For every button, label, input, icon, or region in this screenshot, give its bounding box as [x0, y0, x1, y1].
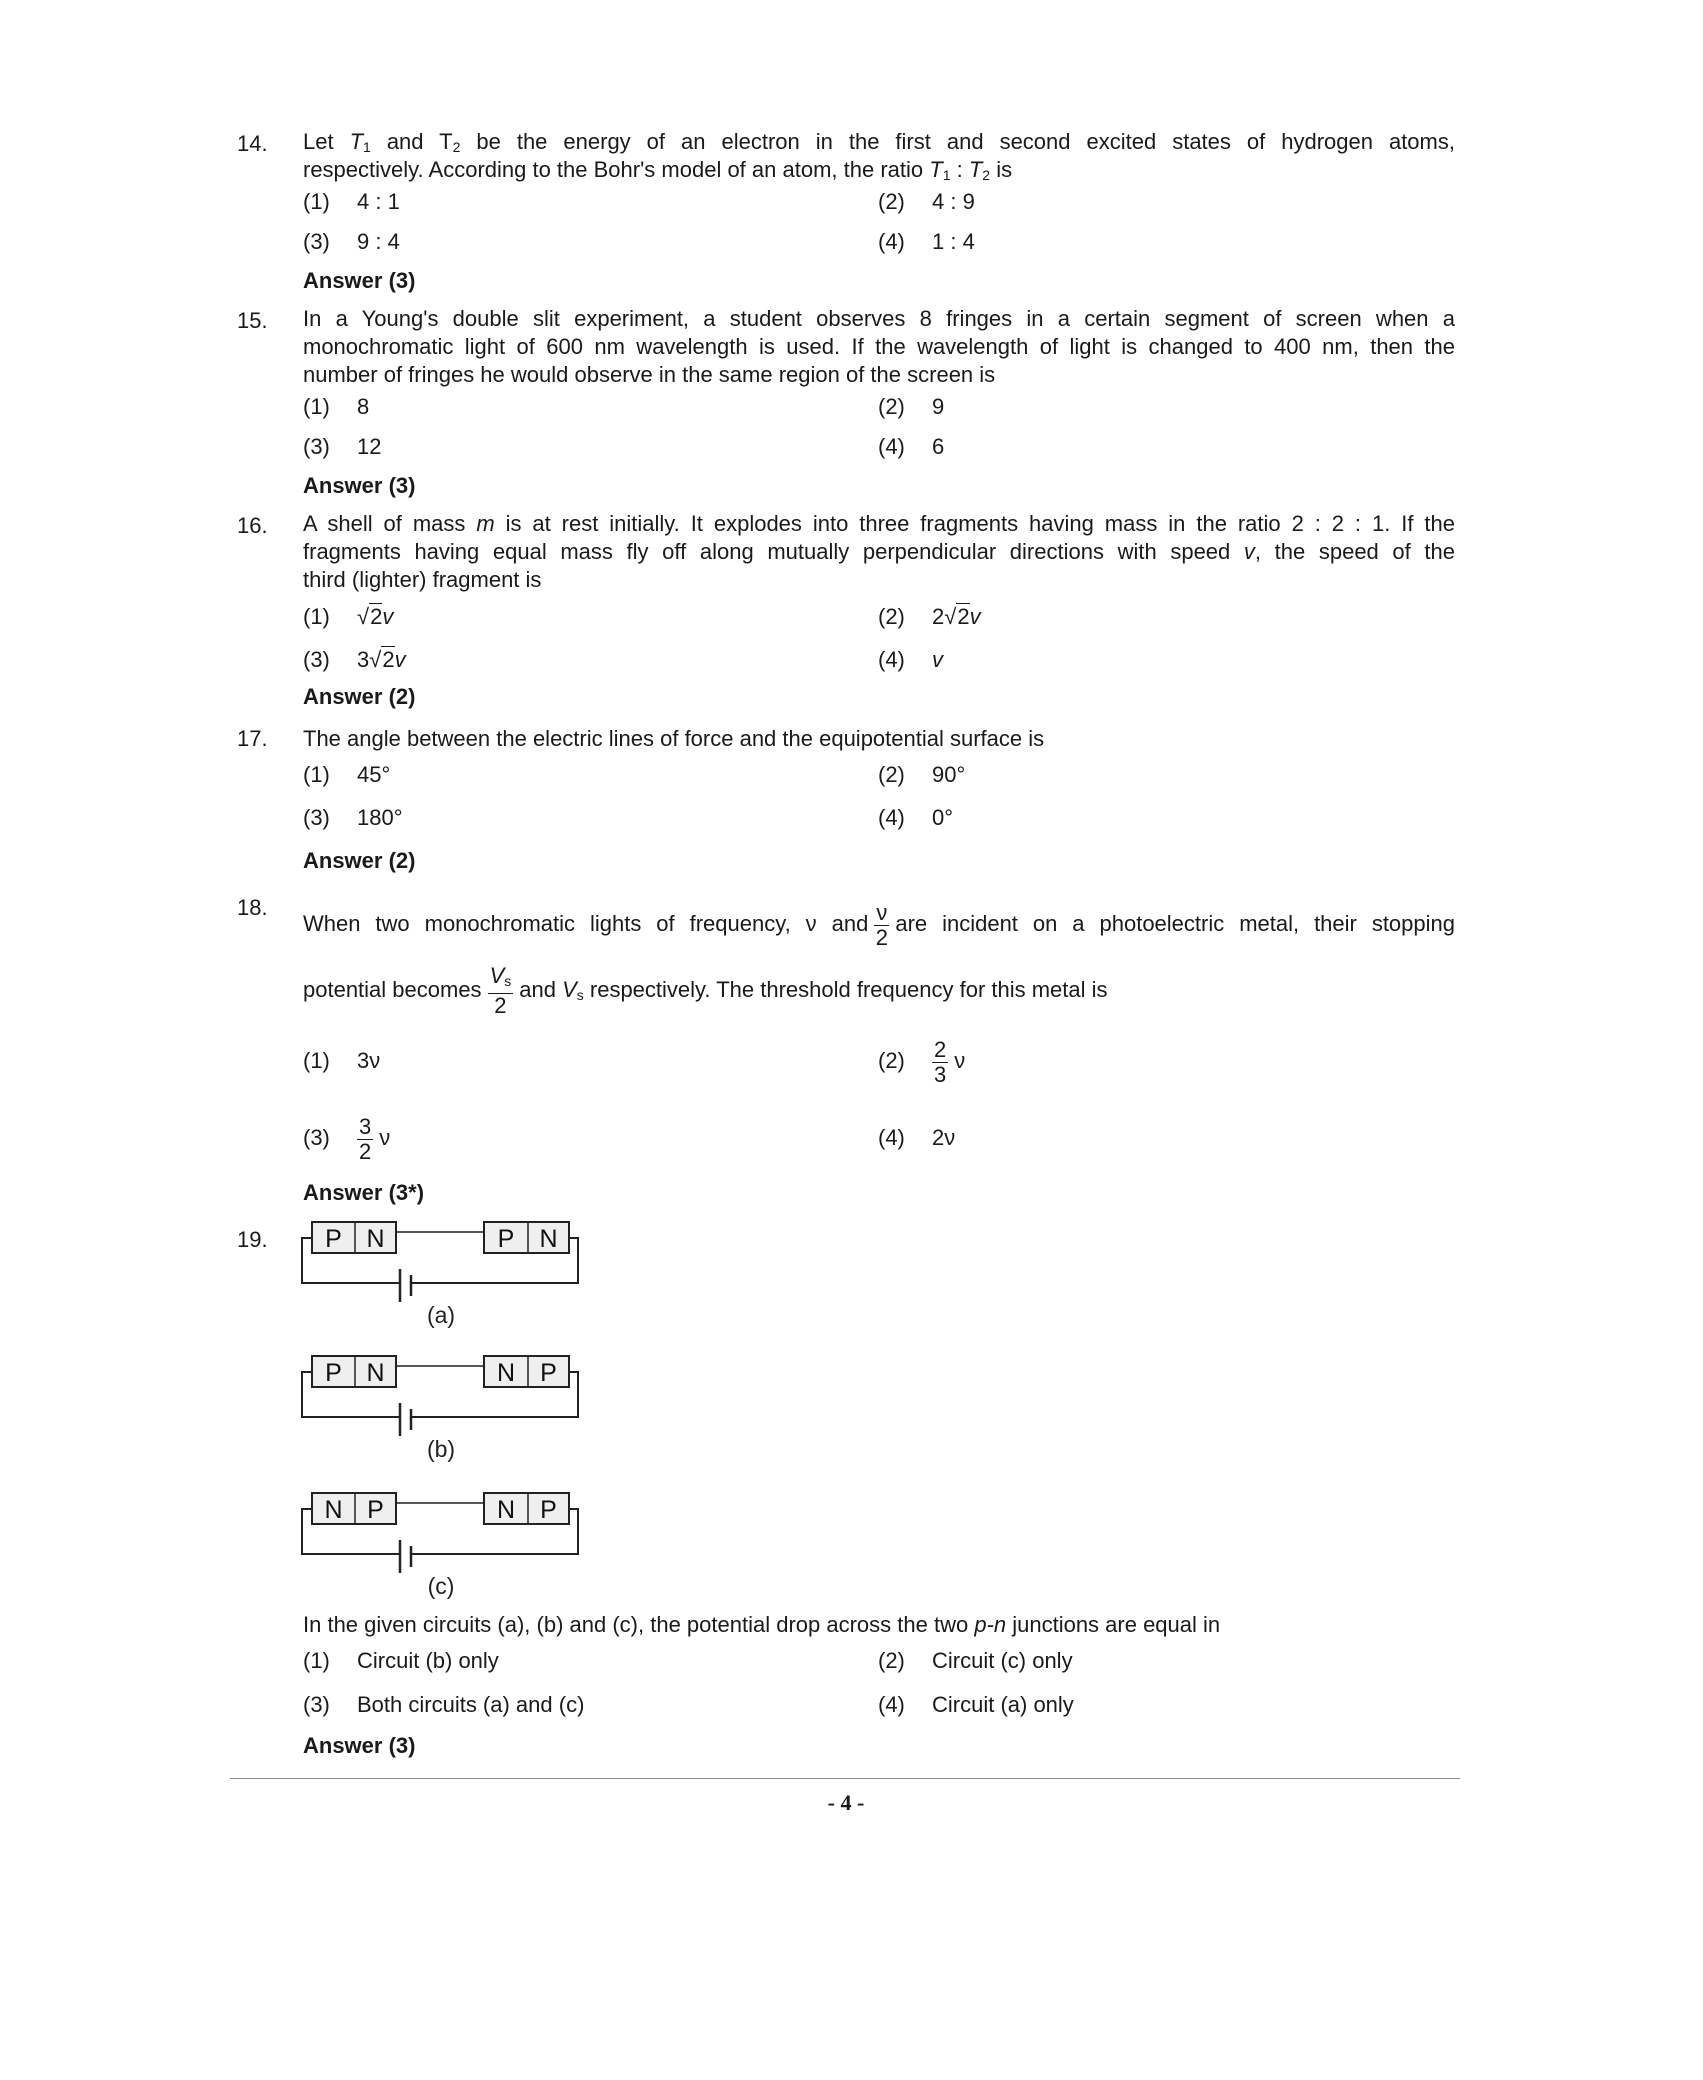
answer: Answer (2)	[303, 684, 416, 709]
region-label: P	[540, 1359, 557, 1387]
region-label: N	[496, 1359, 516, 1387]
question-text: In a Young's double slit experiment, a student observes 8 fringes in a certain segment of screen when a	[303, 306, 1455, 331]
region-label: P	[497, 1225, 515, 1253]
option-4: (4) 2ν	[878, 1125, 956, 1150]
sqrt-symbol: √	[357, 604, 370, 629]
option-4: (4) 6	[878, 434, 945, 459]
question-text: number of fringes he would observe in the same region of the screen is	[303, 362, 996, 387]
option-4: (4) Circuit (a) only	[878, 1692, 1074, 1717]
region-label: P	[325, 1359, 342, 1387]
question-number: 14.	[237, 131, 268, 156]
option-1: (1) 8	[303, 394, 370, 419]
question-number: 19.	[237, 1227, 268, 1252]
question-text: Let $T_1$ and $T_2$ be the energy of an electron in the first and second excited states of hydrogen atoms,	[303, 129, 1455, 155]
question-text: third (lighter) fragment is	[303, 567, 542, 592]
region-label: N	[496, 1496, 516, 1524]
region-label: N	[366, 1359, 385, 1387]
page-number: - 4 -	[827, 1790, 865, 1815]
option-3: (3) $\frac{3}{2}$ ν	[303, 1113, 391, 1164]
question-text: The angle between the electric lines of force and the equipotential surface is	[303, 726, 1045, 751]
option-2: (2) 2√2v	[878, 604, 981, 629]
answer: Answer (2)	[303, 848, 416, 873]
option-3: (3) 12	[303, 434, 382, 459]
question-text: monochromatic light of 600 nm wavelength is used. If the wavelength of light is changed to 400 nm, then the	[303, 334, 1455, 359]
fraction: $\frac{\nu}{2}$	[875, 899, 888, 950]
option-2: (2) $\frac{2}{3}$ ν	[878, 1036, 966, 1087]
option-1: (1) 45°	[303, 762, 391, 787]
answer: Answer (3)	[303, 1733, 416, 1758]
circuit-caption: (b)	[426, 1436, 456, 1462]
question-text: potential becomes $\frac{V_s}{2}$ and $V_s$ respectively. The threshold frequency for this metal is	[303, 963, 1108, 1019]
option-1: (1) 4 : 1	[303, 189, 400, 214]
region-label: N	[366, 1225, 385, 1253]
option-4: (4) 0°	[878, 805, 954, 830]
region-label: P	[367, 1496, 384, 1524]
question-text: respectively. According to the Bohr's model of an atom, the ratio $T_1$ : $T_2$ is	[303, 157, 1013, 183]
answer: Answer (3*)	[303, 1180, 425, 1205]
circuit-diagram	[300, 1222, 600, 1334]
option-3: (3) 9 : 4	[303, 229, 400, 254]
region-label: N	[324, 1496, 343, 1524]
circuit-caption: (c)	[427, 1573, 455, 1599]
option-3: (3) Both circuits (a) and (c)	[303, 1692, 585, 1717]
footer-divider	[230, 1778, 1460, 1779]
answer: Answer (3)	[303, 473, 416, 498]
answer: Answer (3)	[303, 268, 416, 293]
question-number: 17.	[237, 726, 268, 751]
question-number: 18.	[237, 895, 268, 920]
region-label: N	[539, 1225, 558, 1253]
circuit-diagram	[300, 1356, 600, 1468]
region-label: P	[325, 1225, 342, 1253]
option-3: (3) 180°	[303, 805, 403, 830]
sqrt-symbol: √	[369, 647, 382, 672]
question-text: When two monochromatic lights of frequency, ν and $\frac{\nu}{2}$ are incident on a photoelectric metal, their stopping	[303, 899, 1455, 950]
question-text: A shell of mass m is at rest initially. It explodes into three fragments having mass in the ratio 2 : 2 : 1. If the	[303, 511, 1455, 536]
option-1: (1) 3ν	[303, 1048, 381, 1073]
option-2: (2) Circuit (c) only	[878, 1648, 1073, 1673]
question-text: fragments having equal mass fly off along mutually perpendicular directions with speed v, the speed of the	[303, 539, 1455, 564]
question-number: 15.	[237, 308, 268, 333]
option-2: (2) 90°	[878, 762, 966, 787]
option-2: (2) 9	[878, 394, 945, 419]
option-1: (1) Circuit (b) only	[303, 1648, 499, 1673]
option-3: (3) 3√2v	[303, 647, 406, 672]
option-1: (1) √2v	[303, 604, 394, 629]
option-2: (2) 4 : 9	[878, 189, 975, 214]
sqrt-symbol: √	[944, 604, 957, 629]
circuit-caption: (a)	[426, 1302, 456, 1328]
option-4: (4) v	[878, 647, 943, 672]
option-4: (4) 1 : 4	[878, 229, 975, 254]
question-number: 16.	[237, 513, 268, 538]
question-text: In the given circuits (a), (b) and (c), the potential drop across the two p-n junctions are equal in	[303, 1612, 1221, 1637]
fraction: $\frac{V_s}{2}$	[489, 963, 512, 1019]
circuit-diagram	[300, 1493, 600, 1605]
region-label: P	[540, 1496, 557, 1524]
